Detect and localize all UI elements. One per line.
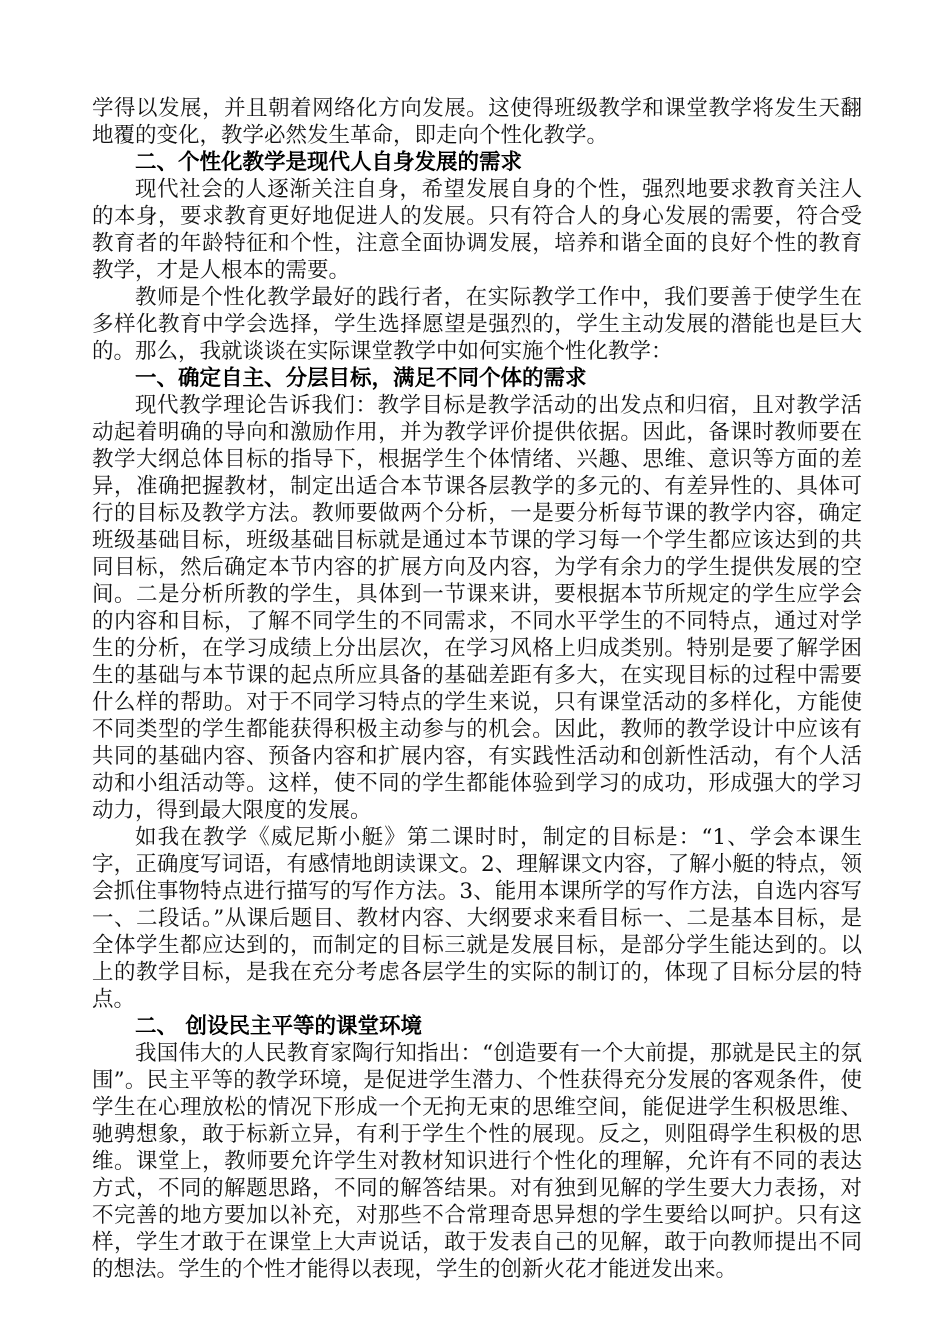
document-page (92, 95, 862, 1283)
paragraph-continuation: 学得以发展，并且朝着网络化方向发展。这使得班级教学和课堂教学将发生天翻地覆的变化，教学必然发生革命，即走向个性化教学。 (92, 96, 862, 148)
paragraph-tao-xingzhi: 我国伟大的人民教育家陶行知指出：“创造要有一个大前提，那就是民主的氛围”。民主平等的教学环境，是促进学生潜力、个性获得充分发展的客观条件，使学生在心理放松的情况下形成一个无拘无束的思维空间，能促进学生积极思维、驰骋想象，敢于标新立异，有利于学生个性的展现。反之，则阻碍学生积极的思维。课堂上，教师要允许学生对教材知识进行个性化的理解，允许有不同的表达方式，不同的解题思路，不同的解答结果。对有独到见解的学生要大力表扬，对不完善的地方要加以补充，对那些不合常理奇思异想的学生要给以呵护。只有这样，学生才敢于在课堂上大声说话，敢于发表自己的见解，敢于向教师提出不同的想法。学生的个性才能得以表现，学生的创新火花才能迸发出来。 (92, 1041, 862, 1282)
section-heading-layered-goals: 一、确定自主、分层目标，满足不同个体的需求 (135, 366, 587, 391)
section-heading-individualized-need: 二、个性化教学是现代人自身发展的需求 (135, 150, 523, 175)
section-heading-democratic-classroom: 二、 创设民主平等的课堂环境 (135, 1014, 422, 1039)
paragraph-teacher-practice: 教师是个性化教学最好的践行者，在实际教学工作中，我们要善于使学生在多样化教育中学会选择，学生选择愿望是强烈的，学生主动发展的潜能也是巨大的。那么，我就谈谈在实际课堂教学中如何实施个性化教学： (92, 285, 862, 364)
paragraph-modern-society: 现代社会的人逐渐关注自身，希望发展自身的个性，强烈地要求教育关注人的本身，要求教育更好地促进人的发展。只有符合人的身心发展的需要，符合受教育者的年龄特征和个性，注意全面协调发展，培养和谐全面的良好个性的教育教学，才是人根本的需要。 (92, 177, 862, 283)
paragraph-venice-boat-example: 如我在教学《威尼斯小艇》第二课时时，制定的目标是：“1、学会本课生字，正确度写词语，有感情地朗读课文。2、理解课文内容，了解小艇的特点，领会抓住事物特点进行描写的写作方法。3、能用本课所学的写作方法，自选内容写一、二段话。”从课后题目、教材内容、大纲要求来看目标一、二是基本目标，是全体学生都应达到的，而制定的目标三就是发展目标，是部分学生能达到的。以上的教学目标，是我在充分考虑各层学生的实际的制订的，体现了目标分层的特点。 (92, 825, 862, 1012)
paragraph-teaching-theory: 现代教学理论告诉我们：教学目标是教学活动的出发点和归宿，且对教学活动起着明确的导向和激励作用，并为教学评价提供依据。因此，备课时教师要在教学大纲总体目标的指导下，根据学生个体情绪、兴趣、思维、意识等方面的差异，准确把握教材，制定出适合本节课各层教学的多元的、有差异性的、具体可行的目标及教学方法。教师要做两个分析，一是要分析每节课的教学内容，确定班级基础目标，班级基础目标就是通过本节课的学习每一个学生都应该达到的共同目标，然后确定本节内容的扩展方向及内容，为学有余力的学生提供发展的空间。二是分析所教的学生，具体到一节课来讲，要根据本节所规定的学生应学会的内容和目标，了解不同学生的不同需求，不同水平学生的不同特点，通过对学生的分析，在学习成绩上分出层次，在学习风格上归成类别。特别是要了解学困生的基础与本节课的起点所应具备的基础差距有多大，在实现目标的过程中需要什么样的帮助。对于不同学习特点的学生来说，只有课堂活动的多样化，方能使不同类型的学生都能获得积极主动参与的机会。因此，教师的教学设计中应该有共同的基础内容、预备内容和扩展内容，有实践性活动和创新性活动，有个人活动和小组活动等。这样，使不同的学生都能体验到学习的成功，形成强大的学习动力，得到最大限度的发展。 (92, 393, 862, 823)
